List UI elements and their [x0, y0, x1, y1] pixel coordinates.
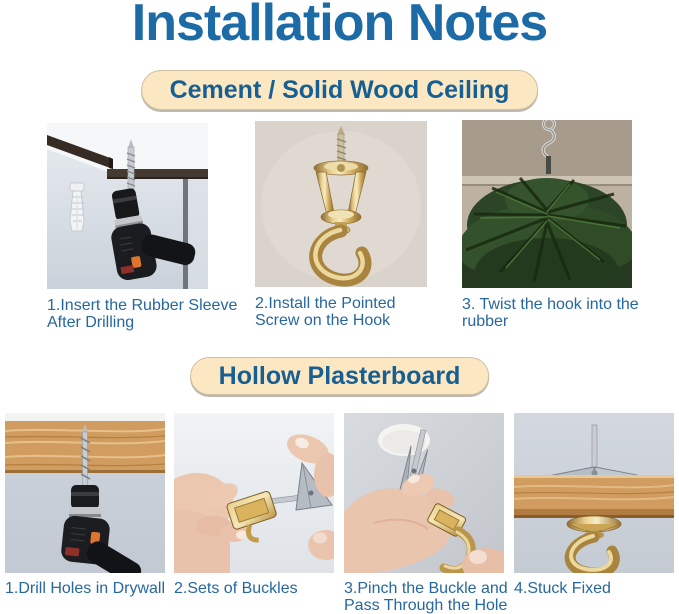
- step-caption: 1.Insert the Rubber Sleeve After Drilling: [47, 297, 238, 331]
- hanging-fern-plant-photo: [462, 120, 632, 288]
- drill-hole-in-drywall-photo: [5, 413, 165, 573]
- step-caption: 2.Install the Pointed Screw on the Hook: [255, 295, 396, 329]
- section-heading-hollow-plasterboard: Hollow Plasterboard: [190, 357, 490, 395]
- rubber-anchor-illustration: [70, 183, 84, 231]
- pinch-toggle-through-hole-photo: [344, 413, 504, 573]
- step-figure: [47, 123, 243, 331]
- step-figure: [462, 120, 648, 330]
- drill-hole-in-drywall-photo: [5, 413, 183, 573]
- step-caption: 2.Sets of Buckles: [174, 580, 298, 597]
- step-caption: 1.Drill Holes in Drywall: [5, 580, 166, 597]
- toggle-fixed-with-hook-photo: [514, 413, 674, 573]
- screw-illustration: [127, 139, 135, 193]
- fern-plant-illustration: [462, 178, 632, 288]
- pinch-toggle-through-hole-photo: [344, 413, 526, 573]
- step-caption: 4.Stuck Fixed: [514, 580, 611, 597]
- swag-hook-with-pointed-screw-photo: [255, 121, 431, 287]
- step-figure: [514, 413, 676, 597]
- swag-hook-with-pointed-screw-photo: [255, 121, 427, 287]
- step-caption: 3.Pinch the Buckle and Pass Through the Hole: [344, 580, 508, 614]
- wood-plank-illustration: [514, 475, 674, 518]
- hands-toggle-buckle-photo: [174, 413, 339, 573]
- step-caption: 3. Twist the hook into the rubber: [462, 296, 639, 330]
- step-figure: [5, 413, 183, 597]
- drill-screw-under-ceiling-photo: [47, 123, 208, 289]
- hands-toggle-buckle-photo: [174, 413, 334, 573]
- drill-screw-under-ceiling-photo: [47, 123, 243, 289]
- step-figure: [344, 413, 526, 614]
- step-figure: [255, 121, 431, 329]
- step-figure: [174, 413, 339, 597]
- page-title: Installation Notes: [131, 0, 548, 52]
- hanging-fern-plant-photo: [462, 120, 648, 288]
- toggle-fixed-with-hook-photo: [514, 413, 676, 573]
- section-heading-cement-solid-wood-ceiling: Cement / Solid Wood Ceiling: [141, 70, 539, 110]
